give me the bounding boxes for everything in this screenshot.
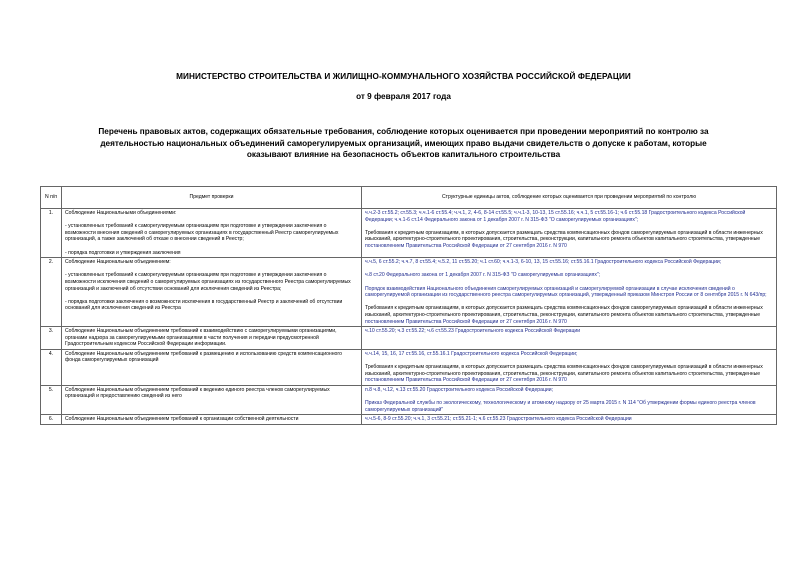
row-units <box>362 385 777 414</box>
row-number: 1. <box>41 209 62 258</box>
legal-act-link[interactable]: постановлением Правительства Российской Федерации от 27 сентября 2016 г. N 970 <box>365 242 567 249</box>
legal-act-link[interactable]: ч.8 ст.20 Федерального закона от 1 декабря 2007 г. N 315-ФЗ "О саморегулируемых организациях"; <box>365 272 601 279</box>
subject-paragraph: Соблюдение Национальным объединением требований к организации собственной деятельности <box>65 416 299 423</box>
row-subject <box>62 385 362 414</box>
spacer <box>365 266 773 273</box>
subject-paragraph: Соблюдение Национальным объединением требований к размещению и использованию средств компенсационного фонда саморегулируемых организаций <box>65 350 342 364</box>
legal-act-link[interactable]: п.8 ч.8, ч.12, ч.13 ст.55.20 Градостроительного кодекса Российской Федерации; <box>365 386 553 393</box>
row-units <box>362 258 777 327</box>
legal-act-link[interactable]: Приказ Федеральной службы по экологическому, технологическому и атомному надзору от 25 марта 2015 г. N 114 "Об утверждении формы единого реестра членов саморегулируемых организаций" <box>365 400 756 413</box>
legal-act-link[interactable]: ч.ч.2-3 ст.55.2; ст.55.3; ч.ч.1-6 ст.55.4; ч.ч.1, 2, 4-6, 8-14 ст.55.5; ч.ч.1-3, 10-13, 15 ст.55.16; ч.ч.1, 5 ст.55.16-1; ч.6 ст.55.18 Градостроительного кодекса Российской Федерации; ч.ч.1-6 ст.14 Федерального закона от 1 декабря 2007 г. N 315-ФЗ "О саморегулируемых организациях"; <box>365 210 746 223</box>
subject-paragraph: - установленных требований к саморегулируемым организациям при подготовке и утверждении заключения о возможности исключения сведений о саморегулируемых организациях из государственного Реестра саморегулируемых организаций и заключений об отсутствии оснований для исключения сведений из Реестра; <box>65 272 351 292</box>
row-number: 3. <box>41 327 62 350</box>
row-subject <box>62 209 362 258</box>
legal-act-link[interactable]: Порядок взаимодействия Национального объединения саморегулируемых организаций и саморегулируемой организации в случае исключения сведений о саморегулируемой организации из государственного реестра саморегулируемых организаций, утвержденный приказом Минстроя России от 8 сентября 2015 г. N 643/пр; <box>365 285 767 299</box>
subject-paragraph: - установленных требований к саморегулируемым организациям при подготовке и утверждении заключения о возможности внесения сведений о саморегулируемых организациях в государственный Реестр саморегулируемых организаций, а также заключений об отказе о внесении сведений в Реестр; <box>65 223 339 243</box>
table-row <box>41 209 777 258</box>
subject-paragraph <box>65 292 358 299</box>
row-subject <box>62 415 362 425</box>
subject-paragraph: Соблюдение Национальным объединением: <box>65 259 171 266</box>
spacer <box>365 279 773 286</box>
row-number: 6. <box>41 415 62 425</box>
legal-act-link[interactable]: ч.ч.5, 6 ст.55.2; ч.ч.7, 8 ст.55.4; ч.5.2, 11 ст.55.20; ч.1 ст.60; ч.ч.1-3, 6-10, 13, 15 ст.55.16; ст.55.16.1 Градостроительного кодекса Российской Федерации; <box>365 259 722 266</box>
row-number: 4. <box>41 349 62 385</box>
row-units <box>362 349 777 385</box>
document-title: Перечень правовых актов, содержащих обязательные требования, соблюдение которых оценивается при проведении мероприятий по контролю за деятельностью национальных объединений саморегулируемых организаций, имеющих право выдачи свидетельств о допуске к работам, которые оказывают влияние на безопасность объектов капитального строительства <box>98 127 709 159</box>
row-units <box>362 415 777 425</box>
subject-paragraph <box>65 243 358 250</box>
legal-act-link[interactable]: ч.ч.14, 15, 16, 17 ст.55.16, ст.55.16.1 Градостроительного кодекса Российской Федерации; <box>365 350 578 357</box>
row-subject <box>62 327 362 350</box>
row-units <box>362 209 777 258</box>
ministry-heading: МИНИСТЕРСТВО СТРОИТЕЛЬСТВА И ЖИЛИЩНО-КОММУНАЛЬНОГО ХОЗЯЙСТВА РОССИЙСКОЙ ФЕДЕРАЦИИ <box>176 72 631 81</box>
subject-paragraph: - порядка подготовки и утверждения заключения <box>65 249 181 256</box>
table-row <box>41 385 777 414</box>
spacer <box>365 223 773 230</box>
legal-act-link[interactable]: постановлением Правительства Российской Федерации от 27 сентября 2016 г. N 970 <box>365 318 567 325</box>
units-paragraph: Требования к кредитным организациям, в которых допускается размещать средства компенсационных фондов саморегулируемых организаций в области инженерных изысканий, архитектурно-строительного проектирования, строительства, реконструкции, капитального ремонта объектов капитального строительства, утвержденные <box>365 364 763 377</box>
row-subject <box>62 349 362 385</box>
units-paragraph: Требования к кредитным организациям, в которых допускается размещать средства компенсационных фондов саморегулируемых организаций в области инженерных изысканий, архитектурно-строительного проектирования, строительства, реконструкции, капитального ремонта объектов капитального строительства, утвержденные <box>365 305 763 318</box>
legal-act-link[interactable]: ч.10 ст.55.20; ч.3 ст.55.22; ч.6 ст.55.23 Градостроительного кодекса Российской Федерации <box>365 328 581 335</box>
subject-paragraph: Соблюдение Национальным объединением требований к взаимодействию с саморегулируемыми организациями, органами надзора за саморегулируемыми организациями в части получения и передачи предусмотренной Градостроительным кодексом Российской Федерации информации. <box>65 328 337 348</box>
column-header-units: Структурные единицы актов, соблюдение которых оценивается при проведении мероприятий по контролю <box>362 187 777 209</box>
column-header-subject: Предмет проверки <box>62 187 362 209</box>
document-date: от 9 февраля 2017 года <box>356 92 451 101</box>
column-header-number: N п/п <box>41 187 62 209</box>
table-header-row <box>41 187 777 209</box>
row-subject <box>62 258 362 327</box>
subject-paragraph: Соблюдение Национальным объединением требований к ведению единого реестра членов саморегулируемых организаций и предоставлению сведений из него <box>65 386 330 400</box>
row-units <box>362 327 777 350</box>
table-row <box>41 327 777 350</box>
requirements-table <box>40 186 777 425</box>
subject-paragraph: Соблюдение Национальными объединениями: <box>65 210 177 216</box>
legal-act-link[interactable]: постановлением Правительства Российской Федерации от 27 сентября 2016 г. N 970 <box>365 377 567 384</box>
subject-paragraph: - порядка подготовки заключения о возможности исключения в государственный Реестр и заключений об отсутствии оснований для исключения сведений из Реестра <box>65 298 343 312</box>
row-number: 2. <box>41 258 62 327</box>
units-paragraph: Требования к кредитным организациям, в которых допускается размещать средства компенсационных фондов саморегулируемых организаций в области инженерных изысканий, архитектурно-строительного проектирования, строительства, реконструкции, капитального ремонта объектов капитального строительства, утвержденные <box>365 229 763 243</box>
row-number: 5. <box>41 385 62 414</box>
table-row <box>41 349 777 385</box>
table-body <box>41 209 777 425</box>
table-row <box>41 415 777 425</box>
legal-act-link[interactable]: ч.ч.5-6, 8-9 ст.55.20; ч.ч.1, 3 ст.55.21; ст.55.21-1; ч.6 ст.55.23 Градостроительного кодекса Российской Федерации <box>365 416 632 423</box>
table-row <box>41 258 777 327</box>
